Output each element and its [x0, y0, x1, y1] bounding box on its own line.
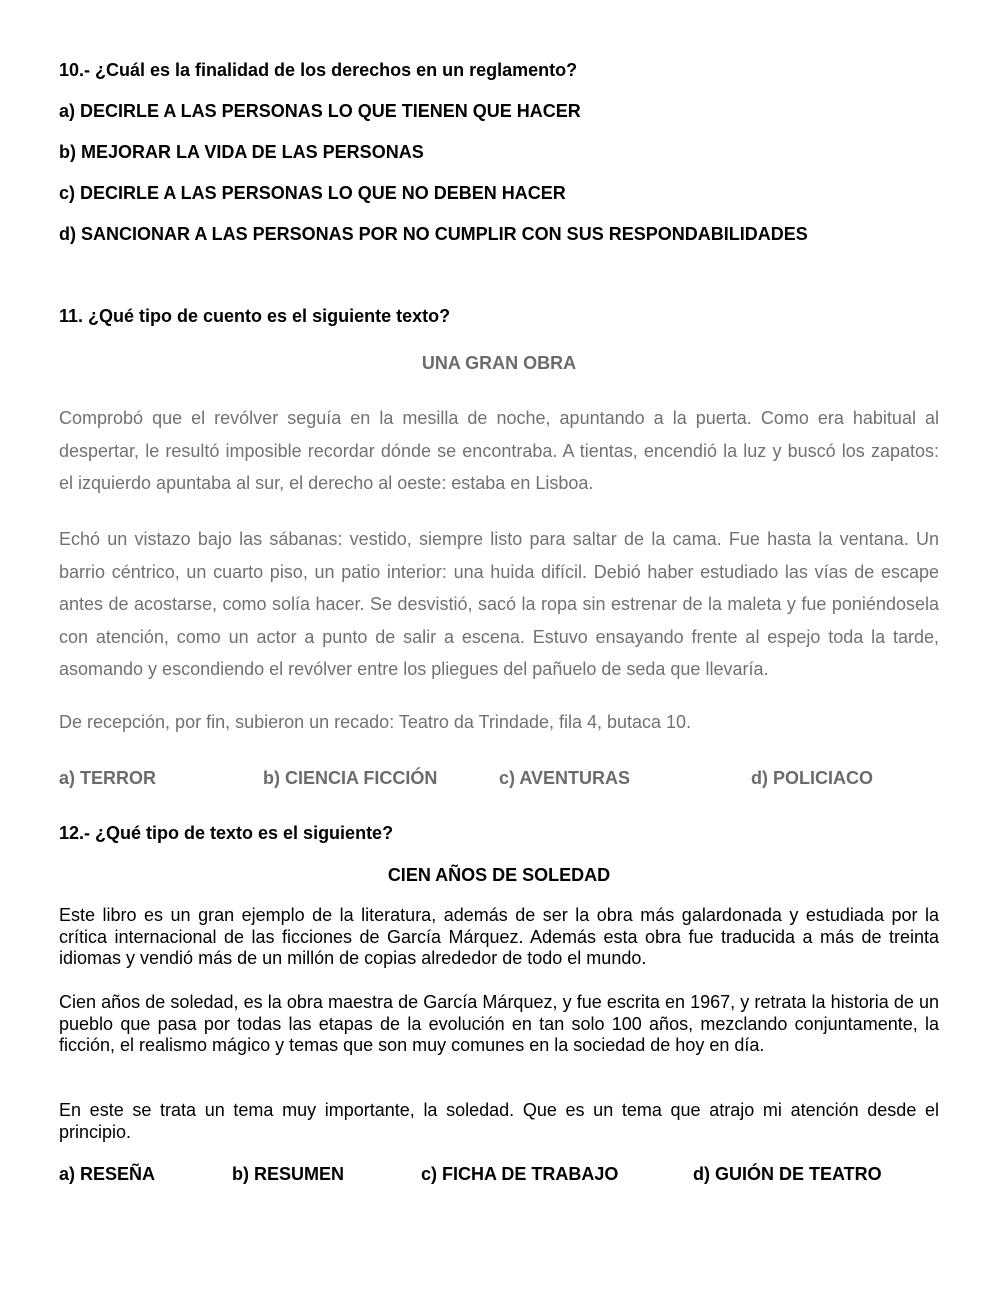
- q11-option-c[interactable]: c) AVENTURAS: [499, 768, 631, 788]
- q10-option-d[interactable]: d) SANCIONAR A LAS PERSONAS POR NO CUMPLIR CON SUS RESPONDABILIDADES: [59, 224, 808, 244]
- text-title: CIEN AÑOS DE SOLEDAD: [387, 865, 611, 885]
- q10-option-a[interactable]: a) DECIRLE A LAS PERSONAS LO QUE TIENEN QUE HACER: [59, 101, 581, 121]
- q10-option-c[interactable]: c) DECIRLE A LAS PERSONAS LO QUE NO DEBEN HACER: [59, 183, 566, 203]
- review-paragraph-3: En este se trata un tema muy importante, la soledad. Que es un tema que atrajo mi atención desde el principio.: [59, 1100, 939, 1142]
- review-paragraph-1: Este libro es un gran ejemplo de la literatura, además de ser la obra más galardonada y estudiada por la crítica internacional de las ficciones de García Márquez. Además esta obra fue traducida a más de treinta idiomas y vendió más de un millón de copias alrededor de todo el mundo.: [59, 905, 939, 968]
- story-paragraph-1: Comprobó que el revólver seguía en la mesilla de noche, apuntando a la puerta. Como era habitual al despertar, le resultó imposible recordar dónde se encontraba. A tientas, encendió la luz y buscó los zapatos: el izquierdo apuntaba al sur, el derecho al oeste: estaba en Lisboa.: [59, 408, 939, 493]
- question-10: 10.- ¿Cuál es la finalidad de los derechos en un reglamento?: [59, 60, 578, 80]
- story-paragraph-3: De recepción, por fin, subieron un recado: Teatro da Trindade, fila 4, butaca 10.: [59, 712, 692, 732]
- q11-option-a[interactable]: a) TERROR: [59, 768, 157, 788]
- question-11: 11. ¿Qué tipo de cuento es el siguiente texto?: [59, 306, 451, 326]
- story-title: UNA GRAN OBRA: [421, 353, 577, 373]
- q12-option-c[interactable]: c) FICHA DE TRABAJO: [421, 1164, 619, 1184]
- q10-option-b[interactable]: b) MEJORAR LA VIDA DE LAS PERSONAS: [59, 142, 424, 162]
- story-paragraph-2: Echó un vistazo bajo las sábanas: vestido, siempre listo para saltar de la cama. Fue hasta la ventana. Un barrio céntrico, un cuarto piso, un patio interior: una huida difícil. Debió haber estudiado las vías de escape antes de acostarse, como solía hacer. Se desvistió, sacó la ropa sin estrenar de la maleta y fue poniéndosela con atención, como un actor a punto de salir a escena. Estuvo ensayando frente al espejo toda la tarde, asomando y escondiendo el revólver entre los pliegues del pañuelo de seda que llevaría.: [59, 529, 939, 679]
- q11-option-d[interactable]: d) POLICIACO: [751, 768, 873, 788]
- review-paragraph-2: Cien años de soledad, es la obra maestra de García Márquez, y fue escrita en 1967, y retrata la historia de un pueblo que pasa por todas las etapas de la evolución en tan solo 100 años, mezclando conjuntamente, la ficción, el realismo mágico y temas que son muy comunes en la sociedad de hoy en día.: [59, 992, 939, 1055]
- question-12: 12.- ¿Qué tipo de texto es el siguiente?: [59, 823, 394, 843]
- q12-option-a[interactable]: a) RESEÑA: [59, 1164, 156, 1184]
- q12-option-b[interactable]: b) RESUMEN: [232, 1164, 344, 1184]
- q12-option-d[interactable]: d) GUIÓN DE TEATRO: [693, 1164, 882, 1184]
- q11-option-b[interactable]: b) CIENCIA FICCIÓN: [263, 768, 438, 788]
